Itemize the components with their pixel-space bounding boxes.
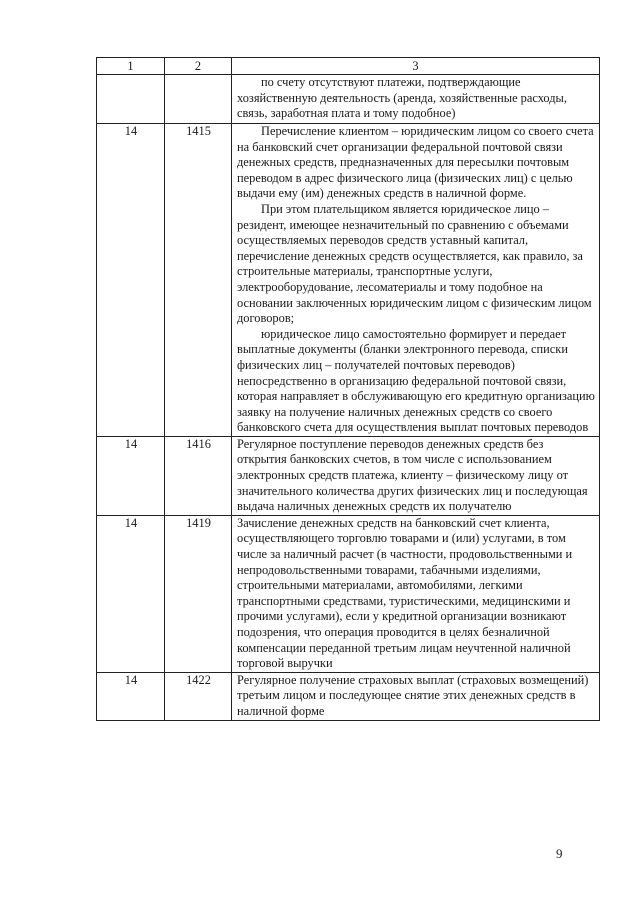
table-row: [97, 124, 600, 437]
description-paragraph: по счету отсутствуют платежи, подтверждающие хозяйственную деятельность (аренда, хозяйственные расходы, связь, заработная плата и тому подобное): [237, 75, 567, 121]
row-code-group: 14: [97, 515, 165, 672]
description-paragraph: При этом плательщиком является юридическое лицо – резидент, имеющее незначительный по сравнению с объемами осуществляемых переводов средств уставный капитал, перечисление денежных средств осуществляется, как правило, за строительные материалы, транспортные услуги, электрооборудование, лесоматериалы и тому подобное на основании заключенных юридическим лицом с физическим лицом договоров;: [237, 201, 592, 326]
row-code: 1416: [165, 436, 232, 515]
row-code: 1415: [165, 124, 232, 437]
header-col-2: 2: [165, 58, 232, 75]
row-description: [232, 124, 600, 437]
description-paragraph: Перечисление клиентом – юридическим лицом со своего счета на банковский счет организации федеральной почтовой связи денежных средств, предназначенных для пересылки почтовым переводом в адрес физического лица (физических лиц) с целью выдачи ему (им) денежных средств в наличной форме.: [237, 124, 594, 201]
row-code-group: 14: [97, 672, 165, 720]
table-row: [97, 75, 600, 124]
row-code: 1422: [165, 672, 232, 720]
row-code: [165, 75, 232, 124]
row-code-group: [97, 75, 165, 124]
description-paragraph: юридическое лицо самостоятельно формирует и передает выплатные документы (бланки электронного перевода, списки физических лиц – получателей почтовых переводов) непосредственно в организацию федеральной почтовой связи, которая направляет в обслуживающую его кредитную организацию заявку на получение наличных денежных средств со своего банковского счета для осуществления выплат почтовых переводов: [237, 326, 595, 435]
table-row: [97, 672, 600, 720]
document-table: [96, 57, 600, 721]
row-description: [232, 436, 600, 515]
row-description: [232, 75, 600, 124]
header-col-1: 1: [97, 58, 165, 75]
table-header-row: [97, 58, 600, 75]
header-col-3: 3: [232, 58, 600, 75]
row-code-group: 14: [97, 436, 165, 515]
page-number: 9: [556, 846, 563, 861]
row-description: [232, 672, 600, 720]
row-description: [232, 515, 600, 672]
description-paragraph: Регулярное получение страховых выплат (страховых возмещений) третьим лицом и последующее снятие этих денежных средств в наличной форме: [237, 672, 589, 718]
row-code-group: 14: [97, 124, 165, 437]
table-row: [97, 436, 600, 515]
row-code: 1419: [165, 515, 232, 672]
table-row: [97, 515, 600, 672]
description-paragraph: Зачисление денежных средств на банковский счет клиента, осуществляющего торговлю товарами и (или) услугами, в том числе за наличный расчет (в частности, продовольственными и непродовольственными товарами, табачными изделиями, строительными материалами, автомобилями, легкими транспортными средствами, туристическими, медицинскими и прочими услугами), если у кредитной организации возникают подозрения, что операция проводится в целях безналичной компенсации переданной третьим лицам неучтенной наличной торговой выручки: [237, 515, 573, 671]
description-paragraph: Регулярное поступление переводов денежных средств без открытия банковских счетов, в том числе с использованием электронных средств платежа, клиенту – физическому лицу от значительного количества других физических лиц и последующая выдача наличных денежных средств их получателю: [237, 436, 588, 514]
